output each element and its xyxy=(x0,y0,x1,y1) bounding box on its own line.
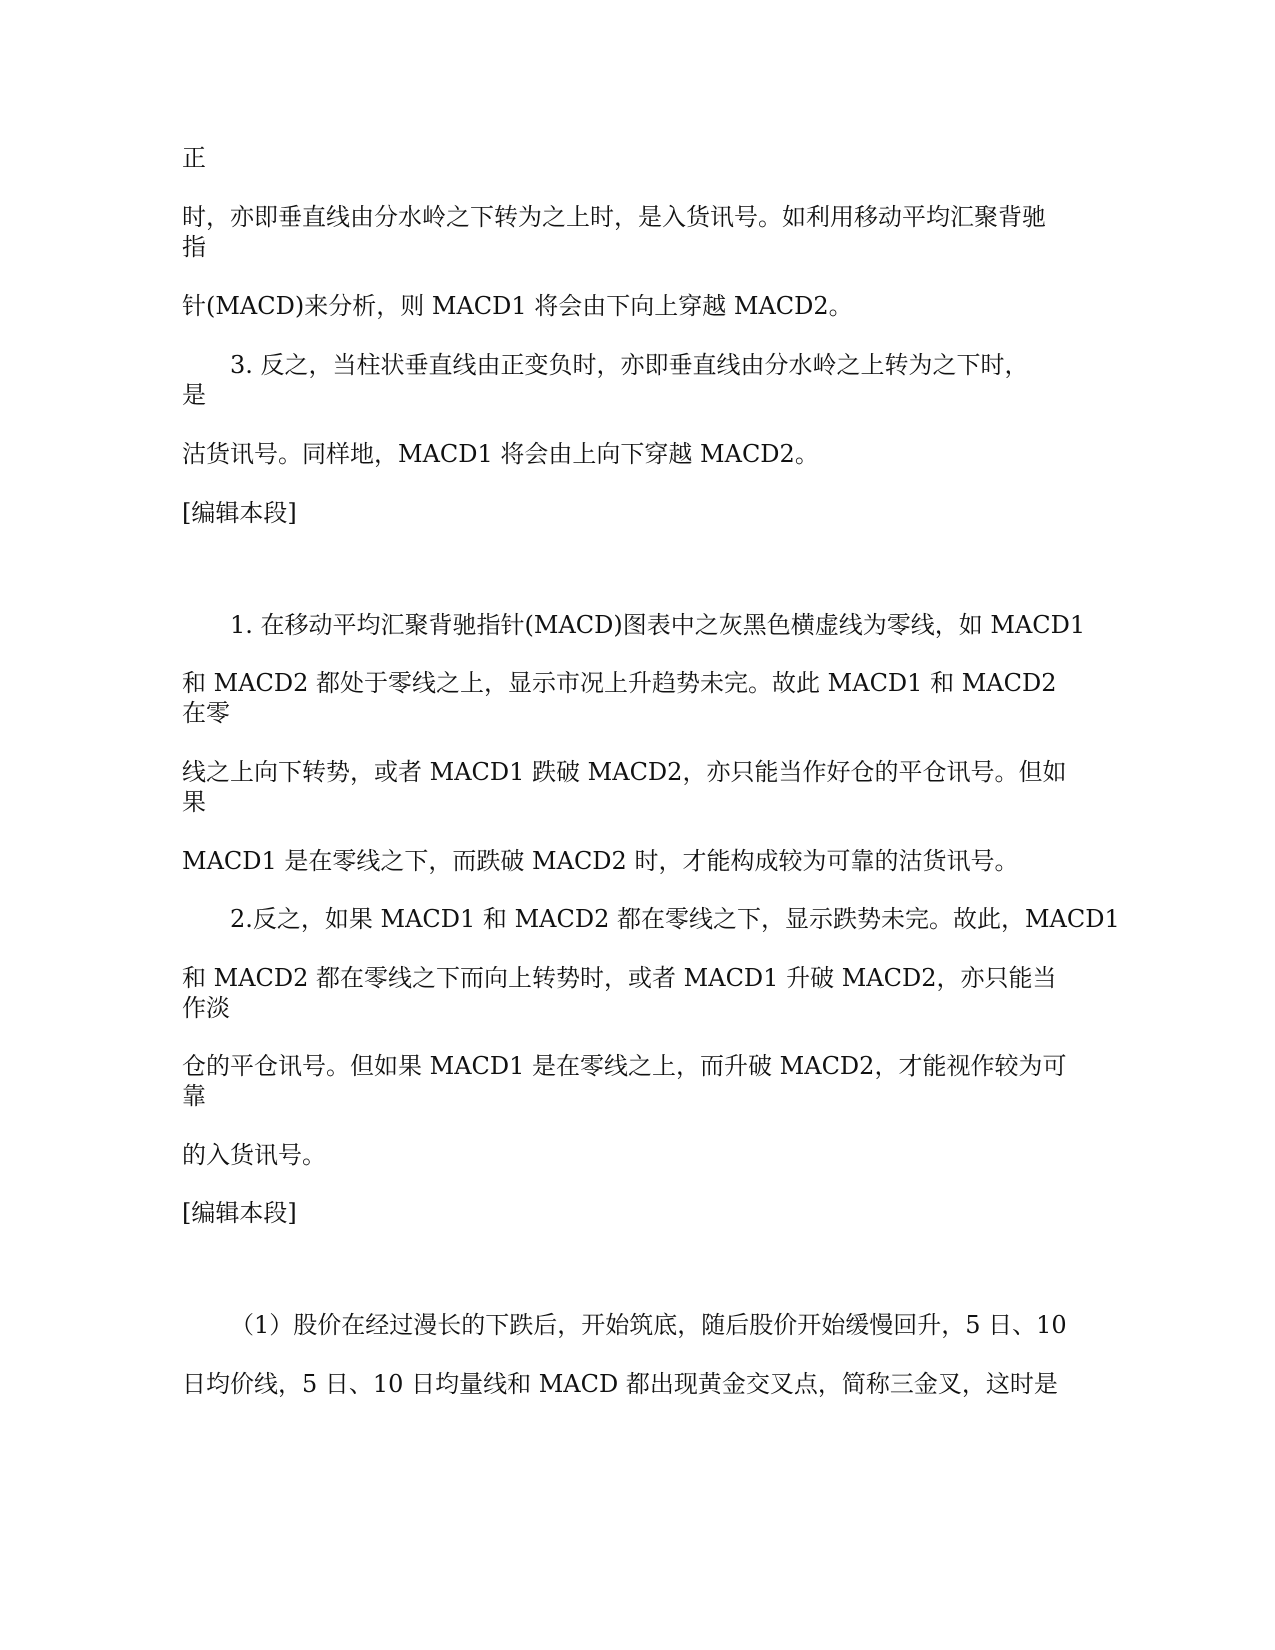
text-line: 和 MACD2 都处于零线之上，显示市况上升趋势未完。故此 MACD1 和 MACD2 xyxy=(182,669,1057,697)
text-line: MACD1 是在零线之下，而跌破 MACD2 时，才能构成较为可靠的沽货讯号。 xyxy=(182,847,1019,875)
text-line: 仓的平仓讯号。但如果 MACD1 是在零线之上，而升破 MACD2，才能视作较为可 xyxy=(182,1052,1067,1080)
text-line: 时，亦即垂直线由分水岭之下转为之上时，是入货讯号。如利用移动平均汇聚背驰 xyxy=(182,203,1046,231)
text-line: （1）股价在经过漫长的下跌后，开始筑底，随后股价开始缓慢回升，5 日、10 xyxy=(230,1311,1067,1339)
text-line: 和 MACD2 都在零线之下而向上转势时，或者 MACD1 升破 MACD2，亦只能当 xyxy=(182,964,1057,992)
text-line: 果 xyxy=(182,788,206,816)
text-line: 针(MACD)来分析，则 MACD1 将会由下向上穿越 MACD2。 xyxy=(182,292,853,320)
text-line: 的入货讯号。 xyxy=(182,1141,326,1169)
text-line: 正 xyxy=(182,144,206,172)
text-line: 沽货讯号。同样地，MACD1 将会由上向下穿越 MACD2。 xyxy=(182,440,819,468)
section-edit-link[interactable]: [编辑本段] xyxy=(182,499,297,527)
text-line: 日均价线，5 日、10 日均量线和 MACD 都出现黄金交叉点，简称三金叉，这时是 xyxy=(182,1370,1058,1398)
section-edit-link[interactable]: [编辑本段] xyxy=(182,1199,297,1227)
text-line: 3. 反之，当柱状垂直线由正变负时，亦即垂直线由分水岭之上转为之下时， xyxy=(230,351,1029,379)
text-line: 线之上向下转势，或者 MACD1 跌破 MACD2，亦只能当作好仓的平仓讯号。但如 xyxy=(182,758,1067,786)
text-line: 在零 xyxy=(182,699,230,727)
text-line: 1. 在移动平均汇聚背驰指针(MACD)图表中之灰黑色横虚线为零线，如 MACD1 xyxy=(230,611,1086,639)
text-line: 是 xyxy=(182,381,206,409)
text-line: 指 xyxy=(182,233,206,261)
text-line: 作淡 xyxy=(182,994,230,1022)
text-line: 2.反之，如果 MACD1 和 MACD2 都在零线之下，显示跌势未完。故此，MACD1 xyxy=(230,905,1120,933)
text-line: 靠 xyxy=(182,1082,206,1110)
